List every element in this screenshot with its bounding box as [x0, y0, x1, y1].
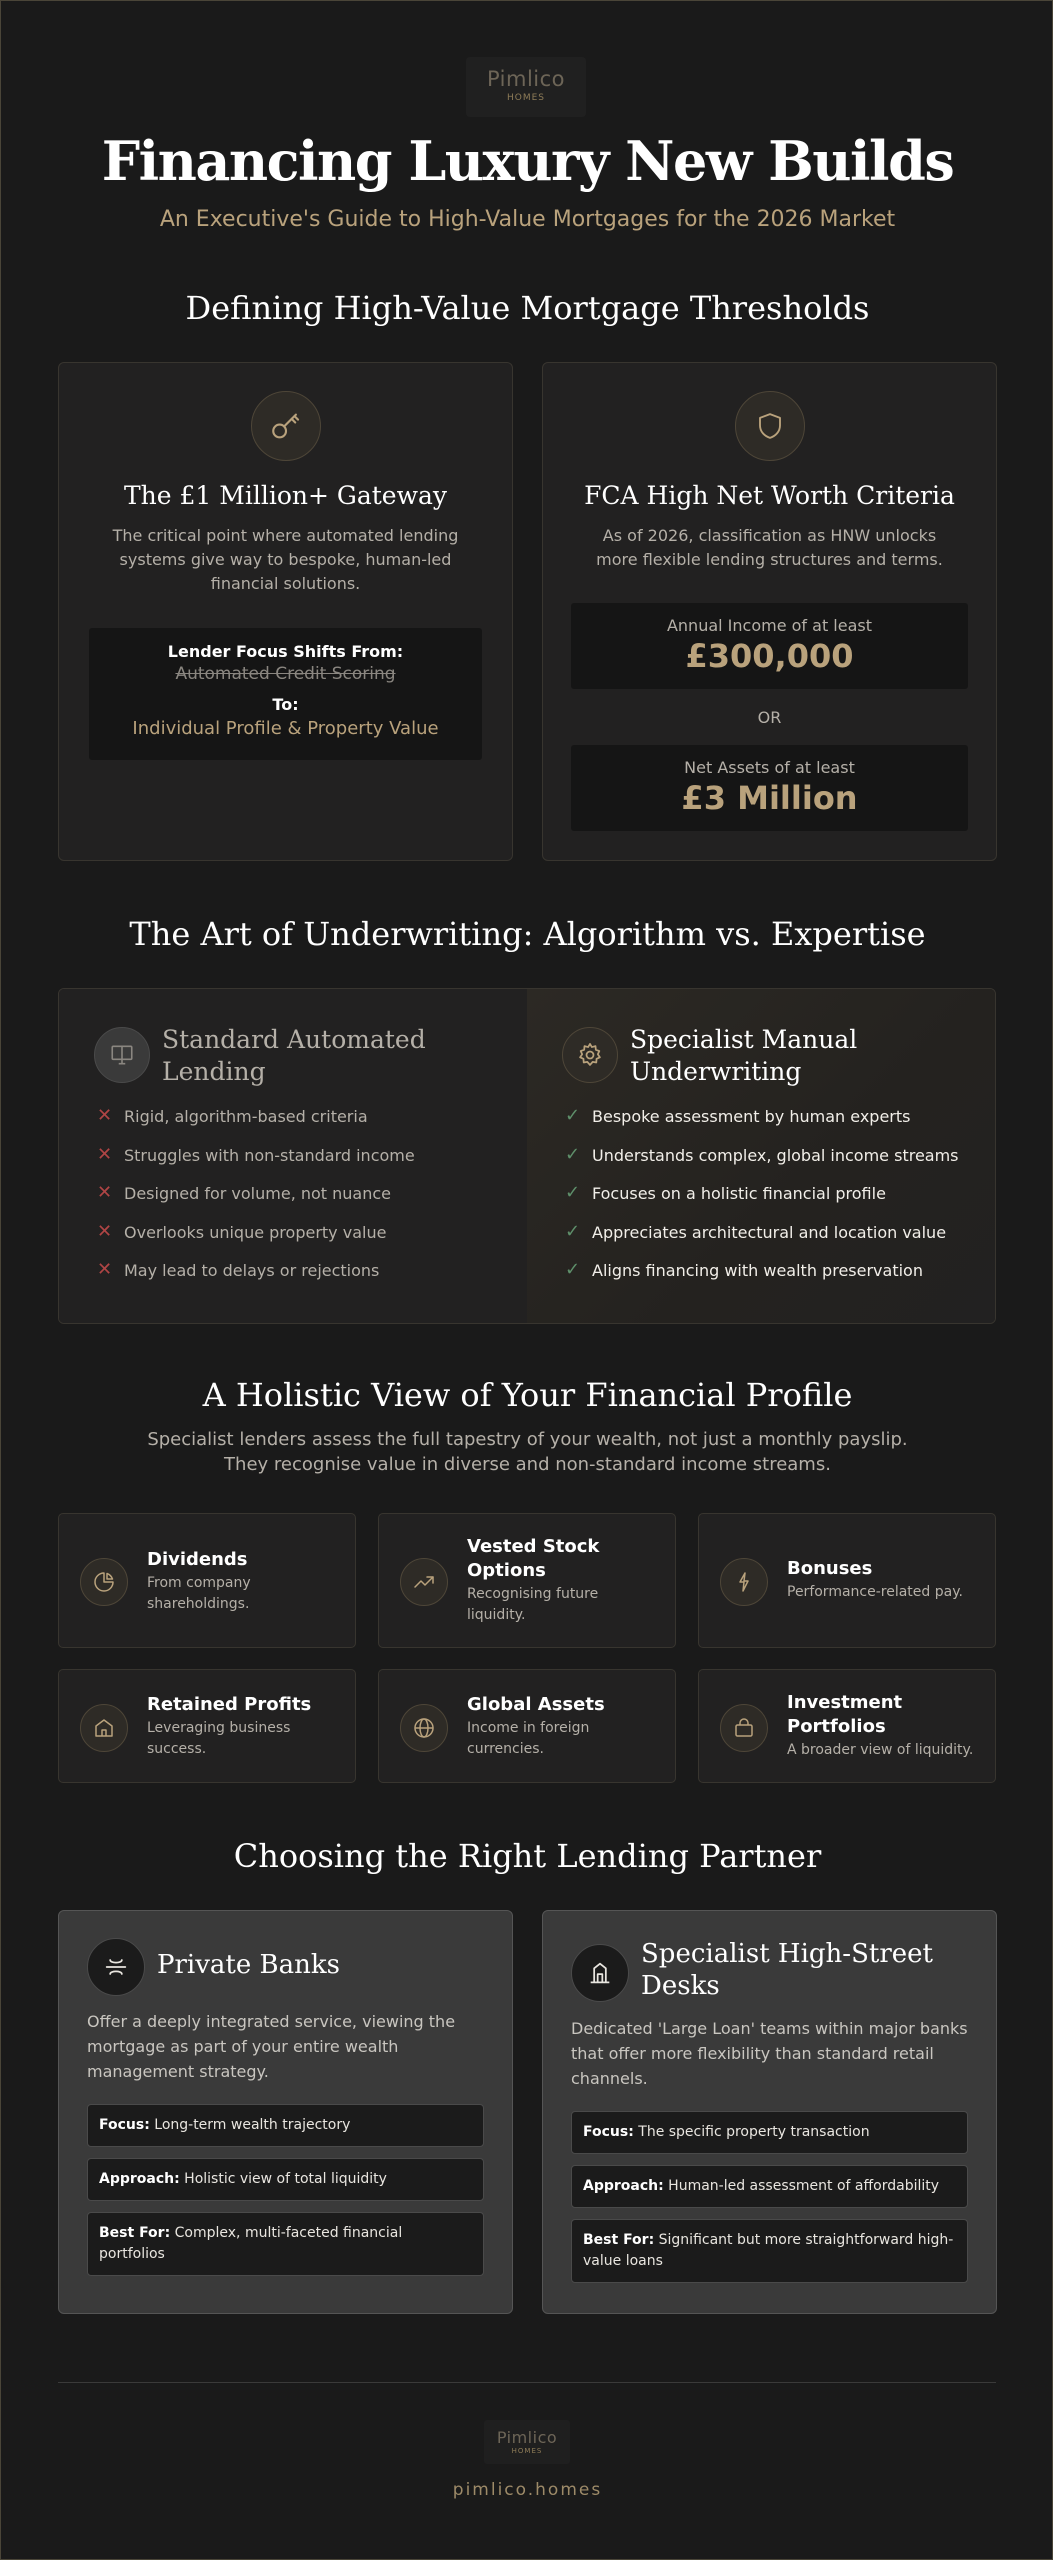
check-icon: ✓ [565, 1182, 581, 1204]
section-title-partners: Choosing the Right Lending Partner [233, 1837, 822, 1875]
list-item: ✕ Designed for volume, not nuance [97, 1182, 392, 1204]
income-value: £300,000 [685, 637, 854, 675]
cross-icon: ✕ [97, 1259, 113, 1281]
private-banks-card [58, 1910, 513, 2314]
card-title: Global Assets [467, 1694, 605, 1715]
logo-subtext: HOMES [511, 2447, 543, 2455]
list-item: ✓ Aligns financing with wealth preservation [565, 1259, 923, 1281]
card-title: Retained Profits [147, 1694, 312, 1715]
specialist-desks-description: Dedicated 'Large Loan' teams within major banks that offer more flexibility than standard retail channels. [571, 2019, 968, 2088]
building-icon [571, 1944, 629, 2002]
specialist-desks-focus: Focus: The specific property transaction [571, 2111, 968, 2154]
gateway-card [58, 362, 513, 861]
specialist-desks-card [542, 1910, 997, 2314]
standard-lending-list [97, 1107, 415, 1300]
or-separator: OR [757, 708, 782, 727]
list-item: ✓ Appreciates architectural and location value [565, 1220, 947, 1242]
list-item: ✕ Overlooks unique property value [97, 1220, 387, 1242]
gear-icon [562, 1027, 618, 1083]
hnw-description: As of 2026, classification as HNW unlocks more flexible lending structures and terms. [596, 526, 943, 569]
income-label: Annual Income of at least [666, 616, 873, 635]
assets-label: Net Assets of at least [684, 758, 855, 777]
shield-icon [735, 391, 805, 461]
card-description: From company shareholdings. [147, 1575, 251, 1612]
holistic-subtitle-line: Specialist lenders assess the full tapestry of your wealth, not just a monthly payslip. [147, 1429, 908, 1450]
income-card-dividends [58, 1513, 356, 1648]
logo-wordmark: Pimlico [486, 67, 566, 91]
private-banks-title: Private Banks [157, 1950, 340, 1980]
list-item: ✓ Focuses on a holistic financial profile [565, 1182, 886, 1204]
specialist-underwriting-list [565, 1107, 959, 1300]
specialist-underwriting-title: Specialist Manual Underwriting [630, 1025, 858, 1086]
holistic-subtitle-line: They recognise value in diverse and non-standard income streams. [224, 1454, 831, 1475]
income-card-bonuses [698, 1513, 996, 1648]
list-item: ✕ Struggles with non-standard income [97, 1143, 415, 1165]
cross-icon: ✕ [97, 1105, 113, 1126]
hnw-title: FCA High Net Worth Criteria [584, 481, 955, 510]
trend-up-icon [400, 1558, 448, 1606]
list-item: ✕ May lead to delays or rejections [97, 1259, 380, 1281]
section-title-underwriting: The Art of Underwriting: Algorithm vs. Expertise [129, 915, 926, 953]
list-item: ✓ Understands complex, global income streams [565, 1143, 959, 1165]
private-banks-approach: Approach: Holistic view of total liquidity [87, 2158, 484, 2201]
pie-chart-icon [80, 1558, 128, 1606]
house-icon [80, 1704, 128, 1752]
private-banks-best-for: Best For: Complex, multi-faceted financial portfolios [87, 2212, 484, 2276]
assets-criteria-box [571, 745, 968, 831]
cross-icon: ✕ [97, 1220, 113, 1242]
card-title: Bonuses [787, 1558, 873, 1579]
section-title-thresholds: Defining High-Value Mortgage Thresholds [185, 289, 870, 327]
logo-subtext: HOMES [506, 93, 546, 103]
income-criteria-box [571, 603, 968, 689]
shift-to-value: Individual Profile & Property Value [132, 718, 439, 739]
gateway-title: The £1 Million+ Gateway [123, 481, 448, 510]
income-card-retained-profits [58, 1669, 356, 1783]
assets-value: £3 Million [681, 779, 858, 817]
income-card-stock-options [378, 1513, 676, 1648]
check-icon: ✓ [565, 1220, 581, 1242]
list-item: ✕ Rigid, algorithm-based criteria [97, 1105, 368, 1126]
income-card-investment-portfolios [698, 1669, 996, 1783]
globe-icon [400, 1704, 448, 1752]
briefcase-icon [720, 1704, 768, 1752]
card-title: Dividends [147, 1549, 248, 1570]
shift-from-label: Lender Focus Shifts From: [167, 642, 404, 661]
card-description: Recognising future liquidity. [467, 1586, 599, 1623]
check-icon: ✓ [565, 1259, 581, 1281]
check-icon: ✓ [565, 1105, 581, 1126]
footer-divider [58, 2382, 996, 2383]
income-card-global-assets [378, 1669, 676, 1783]
private-banks-focus: Focus: Long-term wealth trajectory [87, 2104, 484, 2147]
cross-icon: ✕ [97, 1143, 113, 1165]
section-title-holistic: A Holistic View of Your Financial Profile [202, 1376, 853, 1414]
specialist-desks-approach: Approach: Human-led assessment of affordability [571, 2165, 968, 2208]
cross-icon: ✕ [97, 1182, 113, 1204]
standard-lending-column [59, 989, 528, 1323]
bolt-icon [720, 1558, 768, 1606]
holistic-subtitle [1, 1427, 1053, 1477]
card-description: Leveraging business success. [147, 1720, 291, 1757]
monitor-icon [94, 1027, 150, 1083]
check-icon: ✓ [565, 1143, 581, 1165]
specialist-desks-best-for: Best For: Significant but more straightforward high-value loans [571, 2219, 968, 2283]
footer-website-link[interactable]: pimlico.homes [452, 2480, 603, 2500]
specialist-underwriting-column [527, 989, 995, 1323]
logo-wordmark: Pimlico [496, 2428, 558, 2447]
shift-to-label: To: [272, 695, 299, 714]
specialist-desks-title: Specialist High-Street Desks [641, 1939, 933, 2001]
card-description: Performance-related pay. [787, 1584, 963, 1600]
lender-focus-box [89, 628, 482, 760]
list-item: ✓ Bespoke assessment by human experts [565, 1105, 911, 1126]
hnw-card [542, 362, 997, 861]
card-title: Vested Stock Options [467, 1536, 600, 1581]
shift-from-value: Automated Credit Scoring [175, 664, 396, 684]
footer-logo [484, 2420, 570, 2464]
card-description: Income in foreign currencies. [467, 1720, 590, 1757]
underwriting-comparison [58, 988, 996, 1324]
page-title: Financing Luxury New Builds [101, 129, 954, 193]
standard-lending-title: Standard Automated Lending [162, 1025, 426, 1086]
bank-icon [87, 1938, 145, 1996]
private-banks-description: Offer a deeply integrated service, viewing the mortgage as part of your entire wealth management strategy. [87, 2012, 456, 2081]
gateway-description: The critical point where automated lending systems give way to bespoke, human-led financial solutions. [112, 526, 459, 593]
page-subtitle: An Executive's Guide to High-Value Mortgages for the 2026 Market [159, 207, 896, 232]
card-title: Investment Portfolios [787, 1692, 903, 1737]
key-icon [251, 391, 321, 461]
card-description: A broader view of liquidity. [787, 1742, 974, 1758]
brand-logo [466, 57, 586, 117]
